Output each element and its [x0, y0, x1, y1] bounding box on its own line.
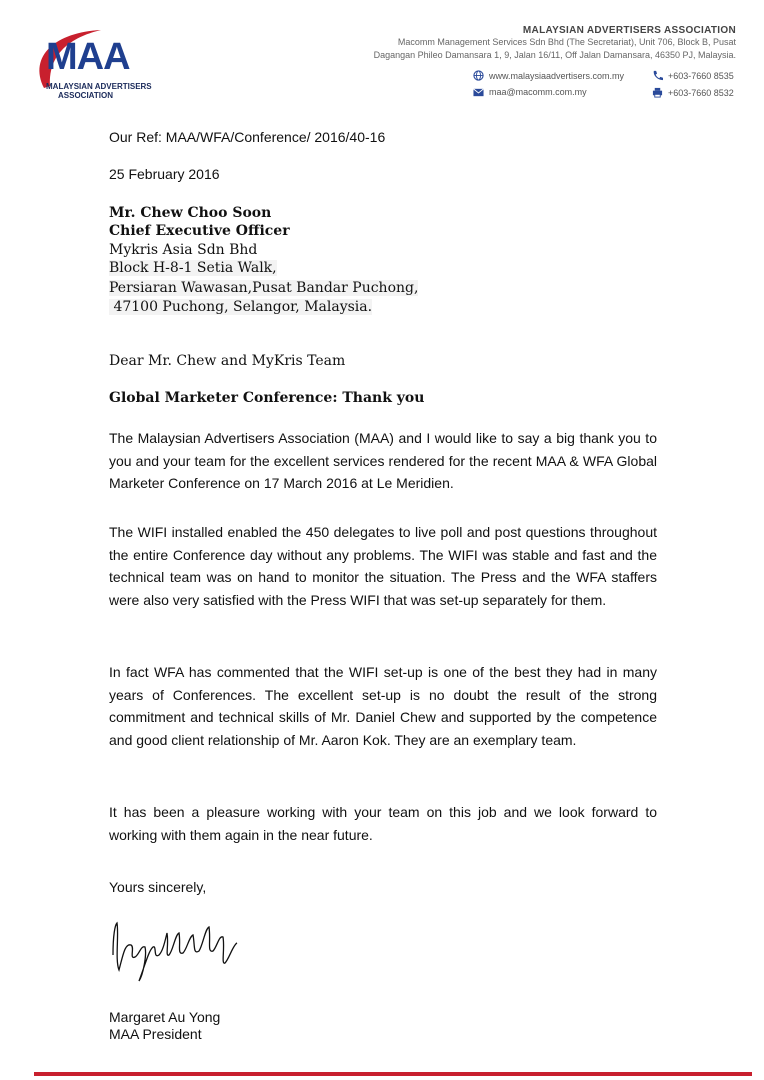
- recipient-name: Mr. Chew Choo Soon: [109, 205, 272, 221]
- phone-contact: [652, 70, 734, 81]
- recipient-address-1: Block H-8-1 Setia Walk,: [109, 260, 277, 276]
- salutation: Dear Mr. Chew and MyKris Team: [109, 353, 346, 369]
- reference-line: Our Ref: MAA/WFA/Conference/ 2016/40-16: [109, 129, 386, 145]
- org-name: MALAYSIAN ADVERTISERS ASSOCIATION: [522, 25, 736, 36]
- address-line-1: Macomm Management Services Sdn Bhd (The Secretariat), Unit 706, Block B, Pusat: [397, 37, 736, 47]
- website-text: www.malaysiaadvertisers.com.my: [489, 70, 625, 81]
- globe-icon: [473, 70, 484, 81]
- paragraph-1: The Malaysian Advertisers Association (MAA) and I would like to say a big thank you to you and your team for the excellent services rendered for the recent MAA & WFA Global Marketer Conference on 17 March 2016 at Le Meridien.: [109, 430, 657, 491]
- fax-text: +603-7660 8532: [668, 87, 734, 98]
- logo-subtitle-line-2: ASSOCIATION: [58, 91, 113, 100]
- email-text: maa@macomm.com.my: [489, 87, 587, 97]
- subject-line: Global Marketer Conference: Thank you: [109, 390, 425, 406]
- signatory-title: MAA President: [109, 1026, 202, 1042]
- recipient-address-3: 47100 Puchong, Selangor, Malaysia.: [109, 299, 373, 315]
- signatory-name: Margaret Au Yong: [109, 1009, 221, 1025]
- letter-date: 25 February 2016: [109, 166, 220, 182]
- signature-image: [109, 915, 249, 985]
- phone-icon: [652, 70, 663, 81]
- letterhead-address: [374, 25, 736, 62]
- email-contact: [473, 87, 587, 97]
- closing: Yours sincerely,: [109, 879, 207, 895]
- website-contact: [473, 70, 624, 81]
- paragraph-3: In fact WFA has commented that the WIFI set-up is one of the best they had in many years of Conferences. The excellent set-up is no doubt the result of the strong commitment and technical skills of Mr. Daniel Chew and supported by the competence and good client relationship of Mr. Aaron Kok. They are an exemplary team.: [109, 664, 657, 748]
- recipient-company: Mykris Asia Sdn Bhd: [109, 242, 258, 258]
- paragraph-2: The WIFI installed enabled the 450 delegates to live poll and post questions throughout the entire Conference day without any problems. The WIFI was stable and fast and the technical team was on hand to monitor the situation. The Press and the WFA staffers were also very satisfied with the Press WIFI that was set-up separately for them.: [109, 524, 657, 608]
- envelope-icon: [473, 88, 484, 97]
- footer-rule: [34, 1072, 752, 1076]
- phone-text: +603-7660 8535: [668, 70, 734, 81]
- logo-subtitle: [46, 82, 152, 100]
- fax-contact: [652, 87, 734, 98]
- printer-icon: [652, 87, 663, 98]
- address-line-2: Dagangan Phileo Damansara 1, 9, Jalan 16/11, Off Jalan Damansara, 46350 PJ, Malaysia.: [373, 50, 736, 60]
- logo-wordmark: MAA: [46, 36, 130, 78]
- paragraph-4: It has been a pleasure working with your team on this job and we look forward to working with them again in the near future.: [109, 804, 657, 843]
- logo-subtitle-line-1: MALAYSIAN ADVERTISERS: [46, 82, 152, 91]
- recipient-address-2: Persiaran Wawasan,Pusat Bandar Puchong,: [109, 280, 419, 296]
- recipient-title: Chief Executive Officer: [109, 223, 290, 239]
